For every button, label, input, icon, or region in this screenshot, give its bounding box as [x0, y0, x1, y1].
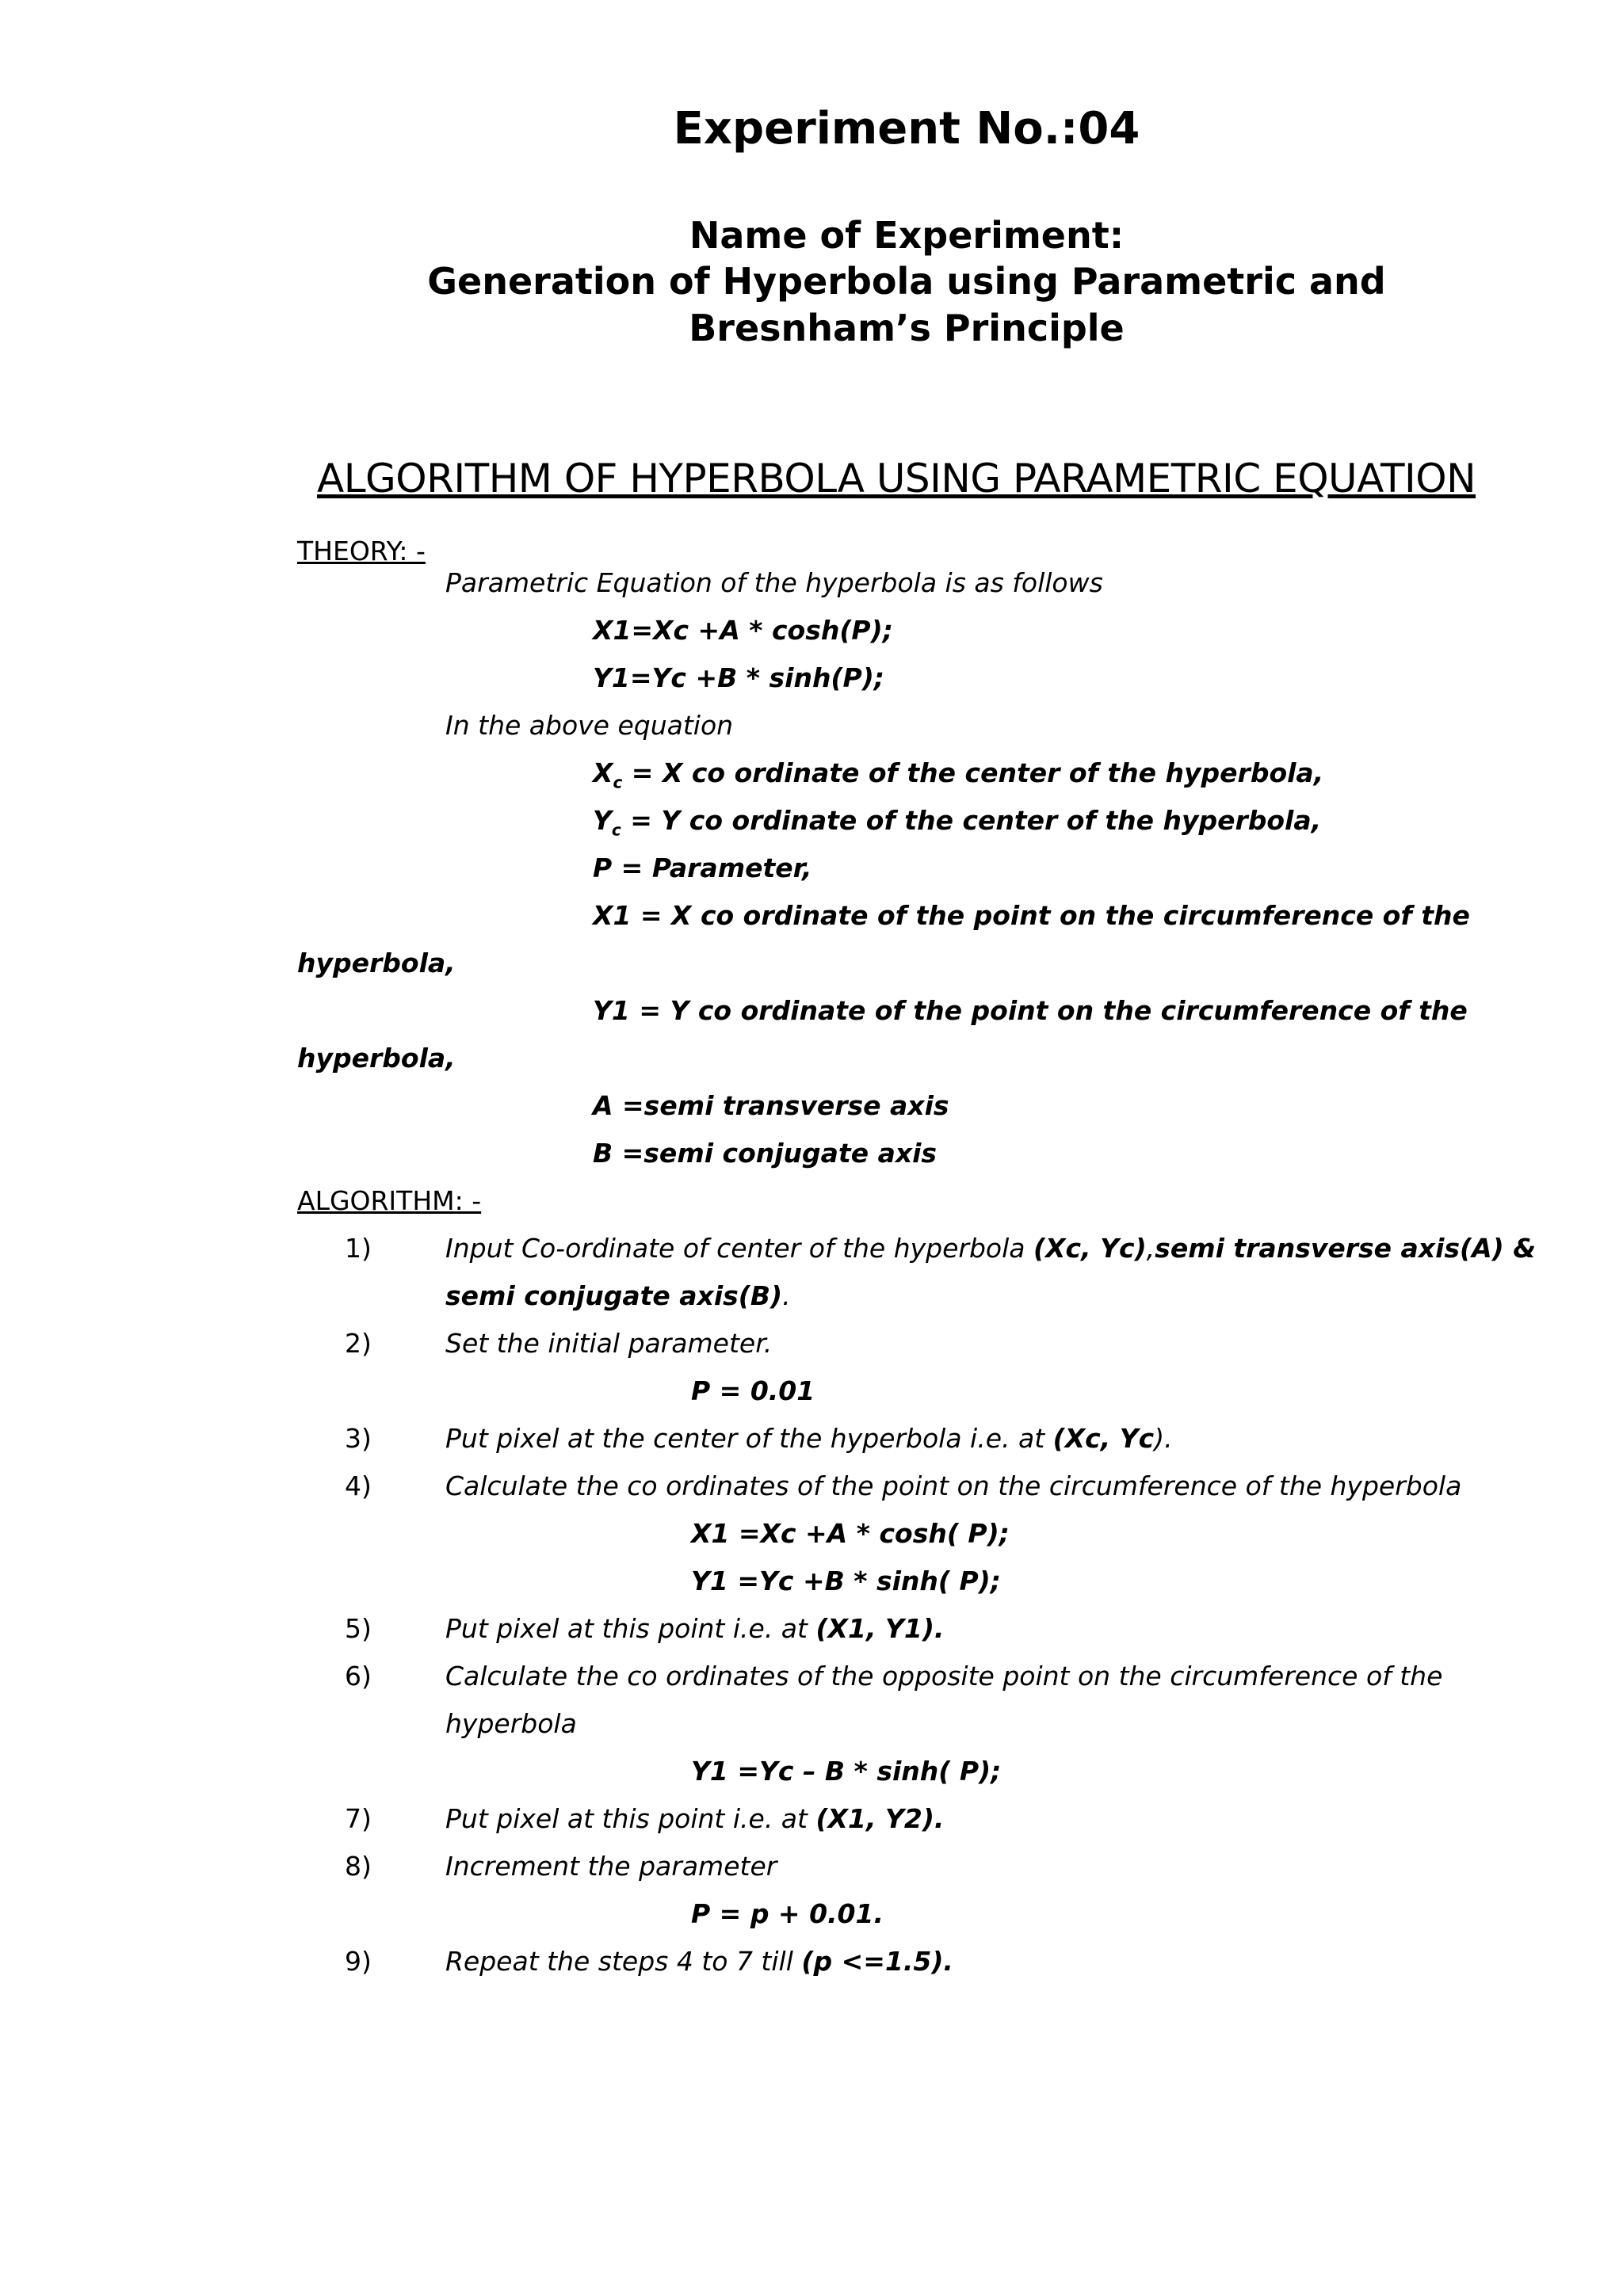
step-2-equation: P = 0.01 — [691, 1375, 815, 1406]
theory-above-text: In the above equation — [445, 710, 734, 741]
theory-xc-definition: $X_c = X$ co ordinate of the center of the hyperbola, — [593, 757, 1324, 792]
step-8-equation: P = p + 0.01. — [691, 1898, 884, 1929]
step-9-text: Repeat the steps 4 to 7 till (p <=1.5). — [445, 1946, 953, 1977]
step-1-text: Input Co-ordinate of center of the hyperbola (Xc, Yc),semi transverse axis(A) & — [445, 1233, 1536, 1264]
algorithm-heading: ALGORITHM: - — [297, 1185, 482, 1216]
step-5-number: 5) — [345, 1613, 372, 1644]
theory-intro: Parametric Equation of the hyperbola is as follows — [445, 567, 1103, 598]
theory-p-definition: P = Parameter, — [593, 852, 812, 883]
step-6-text-cont: hyperbola — [445, 1708, 577, 1739]
theory-equation-y1: Y1=Yc +B * sinh(P); — [593, 662, 884, 693]
step-2-text: Set the initial parameter. — [445, 1328, 773, 1359]
theory-y1-definition: Y1 = Y co ordinate of the point on the circumference of the — [593, 995, 1468, 1026]
step-4-equation-x1: X1 =Xc +A * cosh( P); — [691, 1518, 1010, 1549]
theory-yc-definition: $Y_c = Y$ co ordinate of the center of the hyperbola, — [593, 805, 1322, 840]
step-4-equation-y1: Y1 =Yc +B * sinh( P); — [691, 1566, 1001, 1596]
step-5-text: Put pixel at this point i.e. at (X1, Y1). — [445, 1613, 945, 1644]
step-6-equation: Y1 =Yc – B * sinh( P); — [691, 1756, 1002, 1787]
theory-x1-definition: X1 = X co ordinate of the point on the circumference of the — [593, 900, 1470, 931]
theory-x1-definition-cont: hyperbola, — [297, 948, 456, 978]
experiment-title: Experiment No.:04 — [673, 103, 1140, 154]
experiment-name-label: Name of Experiment: — [689, 214, 1125, 257]
experiment-name-line-2: Bresnham’s Principle — [689, 307, 1125, 349]
step-2-number: 2) — [345, 1328, 372, 1359]
step-1-number: 1) — [345, 1233, 372, 1264]
section-title: ALGORITHM OF HYPERBOLA USING PARAMETRIC EQUATION — [317, 456, 1476, 502]
step-9-number: 9) — [345, 1946, 372, 1977]
theory-y1-definition-cont: hyperbola, — [297, 1043, 456, 1074]
theory-b-definition: B =semi conjugate axis — [593, 1138, 938, 1169]
step-4-number: 4) — [345, 1470, 372, 1501]
step-7-number: 7) — [345, 1803, 372, 1834]
theory-heading: THEORY: - — [297, 536, 426, 566]
step-1-text-cont: semi conjugate axis(B). — [445, 1280, 791, 1311]
step-3-text: Put pixel at the center of the hyperbola i.e. at (Xc, Yc). — [445, 1423, 1173, 1454]
step-6-text: Calculate the co ordinates of the opposite point on the circumference of the — [445, 1661, 1443, 1691]
step-8-number: 8) — [345, 1851, 372, 1882]
step-7-text: Put pixel at this point i.e. at (X1, Y2). — [445, 1803, 945, 1834]
step-8-text: Increment the parameter — [445, 1851, 777, 1882]
experiment-name-line-1: Generation of Hyperbola using Parametric and — [427, 260, 1386, 303]
theory-equation-x1: X1=Xc +A * cosh(P); — [593, 615, 893, 646]
step-6-number: 6) — [345, 1661, 372, 1691]
step-3-number: 3) — [345, 1423, 372, 1454]
theory-a-definition: A =semi transverse axis — [593, 1090, 949, 1121]
step-4-text: Calculate the co ordinates of the point on the circumference of the hyperbola — [445, 1470, 1462, 1501]
